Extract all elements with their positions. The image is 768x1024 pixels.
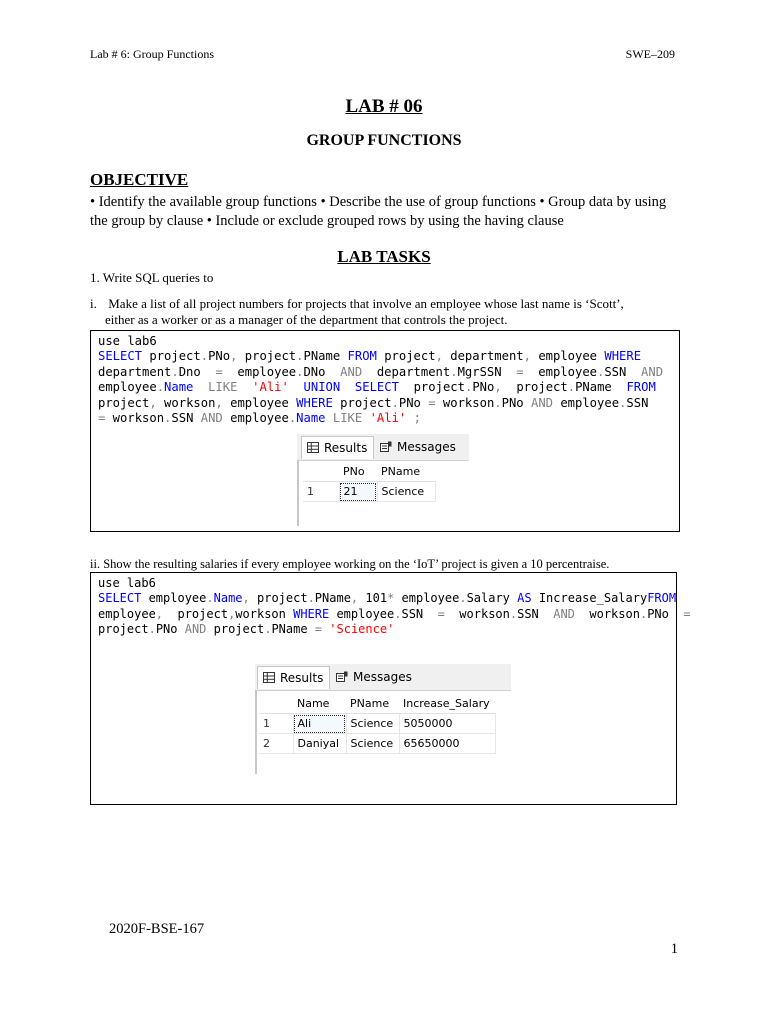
tab-messages[interactable] [331, 666, 418, 688]
objective-heading: OBJECTIVE [90, 170, 189, 189]
table-cell[interactable]: Science [346, 714, 399, 734]
messages-icon [380, 441, 392, 452]
tab-results-label: Results [280, 671, 324, 685]
header-right: SWE–209 [625, 47, 675, 61]
tab-results[interactable] [257, 666, 330, 689]
results-table-1 [303, 462, 436, 502]
table-row [259, 734, 495, 754]
objective-text: • Identify the available group functions • Describe the use of group functions • Group data by using the group by clause • Include or exclude grouped rows by using the having clause [90, 194, 667, 229]
question-1-line-1: Make a list of all project numbers for projects that involve an employee whose last name is ‘Scott’, [108, 296, 624, 311]
table-cell[interactable]: 65650000 [399, 734, 495, 754]
table-cell[interactable]: 5050000 [399, 714, 495, 734]
row-number: 1 [303, 482, 339, 502]
student-id: 2020F-BSE-167 [109, 921, 205, 937]
tab-results-label: Results [324, 441, 368, 455]
tab-results[interactable] [301, 436, 374, 459]
row-number: 2 [259, 734, 293, 754]
table-cell[interactable]: Ali [293, 714, 346, 734]
table-header-row [259, 694, 495, 714]
table-row [259, 714, 495, 734]
table-cell[interactable]: Daniyal [293, 734, 346, 754]
column-header[interactable]: Name [293, 694, 346, 714]
table-cell[interactable]: Science [377, 482, 435, 502]
messages-icon [336, 671, 348, 682]
grid-divider [255, 690, 257, 774]
question-1-number: i. [90, 296, 97, 311]
table-header-row [303, 462, 435, 482]
tab-messages[interactable] [375, 436, 462, 458]
table-cell[interactable]: 21 [339, 482, 377, 502]
grid-divider [297, 460, 299, 526]
results-grid-1 [297, 434, 469, 526]
question-1 [90, 296, 680, 328]
question-1-line-2: either as a worker or as a manager of the department that controls the project. [105, 312, 508, 327]
row-number: 1 [259, 714, 293, 734]
question-2: ii. Show the resulting salaries if every employee working on the ‘IoT’ project is given a 10 percentraise. [90, 557, 610, 571]
column-header[interactable]: PNo [339, 462, 377, 482]
lab-tasks-heading: LAB TASKS [337, 247, 431, 266]
results-table-2 [259, 694, 496, 754]
column-header[interactable]: PName [346, 694, 399, 714]
results-tab-bar [297, 434, 469, 461]
tab-messages-label: Messages [353, 670, 412, 684]
table-row [303, 482, 435, 502]
column-header[interactable]: Increase_Salary [399, 694, 495, 714]
results-tab-bar [255, 664, 511, 691]
column-header[interactable]: PName [377, 462, 435, 482]
header-left: Lab # 6: Group Functions [90, 47, 214, 61]
lab-subtitle: GROUP FUNCTIONS [306, 132, 462, 149]
results-grid-icon [307, 442, 319, 453]
page-number: 1 [670, 941, 678, 957]
tab-messages-label: Messages [397, 440, 456, 454]
sql-query-1: use lab6 SELECT project.PNo, project.PName FROM project, department, employee WHERE department.Dno = employee.DNo AND department.MgrSSN = employee.SSN AND employee.Name LIKE 'Ali' UNION SELECT project.PNo, project.PName FROM project, workson, employee WHERE project.PNo = workson.PNo AND employee.SSN = workson.SSN AND employee.Name LIKE 'Ali' ; [98, 334, 664, 426]
results-grid-2 [255, 664, 511, 774]
table-cell[interactable]: Science [346, 734, 399, 754]
tasks-intro: 1. Write SQL queries to [90, 270, 214, 285]
results-grid-icon [263, 672, 275, 683]
lab-title: LAB # 06 [345, 96, 423, 117]
sql-query-2: use lab6 SELECT employee.Name, project.PName, 101* employee.Salary AS Increase_SalaryFROM employee, project,workson WHERE employee.SSN = workson.SSN AND workson.PNo = project.PNo AND project.PName = 'Science' [98, 576, 691, 637]
